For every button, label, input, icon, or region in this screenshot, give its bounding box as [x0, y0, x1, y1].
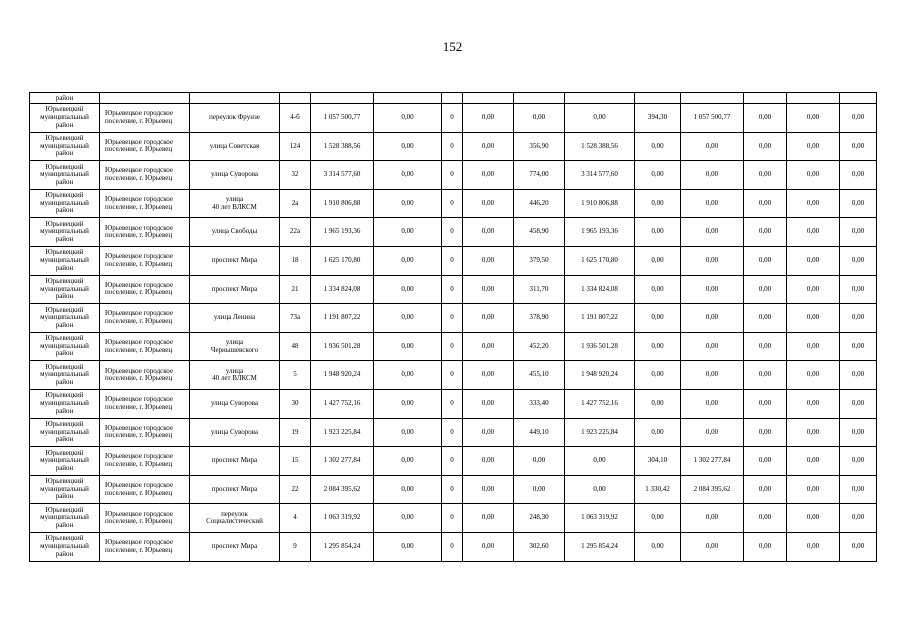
cell-value: 0,00 — [840, 389, 877, 418]
cell-house: 22 — [280, 475, 311, 504]
cell-value: 1 528 388,56 — [311, 132, 374, 161]
cell-value: 0,00 — [744, 161, 787, 190]
cell-value: 0 — [442, 532, 463, 561]
cell-value: 0,00 — [681, 304, 744, 333]
cell-value: 1 948 920,24 — [311, 361, 374, 390]
cell-empty — [681, 93, 744, 104]
table-row — [30, 418, 877, 447]
cell-value: 0,00 — [374, 189, 442, 218]
cell-value: 0,00 — [744, 332, 787, 361]
cell-value: 0,00 — [374, 332, 442, 361]
cell-value: 0 — [442, 418, 463, 447]
table-row — [30, 332, 877, 361]
cell-value: 0,00 — [463, 332, 514, 361]
cell-value: 0,00 — [565, 447, 635, 476]
cell-value: 1 965 193,36 — [311, 218, 374, 247]
cell-value: 446,20 — [514, 189, 565, 218]
cell-value: 0,00 — [681, 218, 744, 247]
table-row — [30, 304, 877, 333]
cell-value: 0,00 — [374, 389, 442, 418]
cell-value: 1 334 824,08 — [311, 275, 374, 304]
cell-value: 0,00 — [463, 132, 514, 161]
cell-value: 0,00 — [681, 389, 744, 418]
table-row — [30, 389, 877, 418]
cell-settlement: Юрьевецкое городское поселение, г. Юрьевец — [100, 218, 190, 247]
cell-value: 0,00 — [635, 418, 681, 447]
cell-value: 1 057 500,77 — [681, 104, 744, 133]
cell-value: 0 — [442, 275, 463, 304]
cell-value: 0,00 — [840, 447, 877, 476]
cell-value: 0,00 — [787, 246, 840, 275]
table-row — [30, 275, 877, 304]
cell-value: 0,00 — [635, 161, 681, 190]
cell-value: 0,00 — [744, 132, 787, 161]
cell-value: 0,00 — [840, 475, 877, 504]
cell-value: 0,00 — [635, 218, 681, 247]
cell-district: Юрьевецкий муниципальный район — [30, 332, 100, 361]
cell-house: 15 — [280, 447, 311, 476]
cell-value: 0 — [442, 504, 463, 533]
table-row — [30, 532, 877, 561]
cell-house: 48 — [280, 332, 311, 361]
cell-empty — [744, 93, 787, 104]
cell-value: 452,20 — [514, 332, 565, 361]
cell-value: 0,00 — [635, 332, 681, 361]
cell-value: 0,00 — [463, 189, 514, 218]
cell-value: 302,60 — [514, 532, 565, 561]
cell-value: 0,00 — [787, 532, 840, 561]
cell-street: улица Ленина — [190, 304, 280, 333]
cell-street: переулок Фрунзе — [190, 104, 280, 133]
cell-value: 0,00 — [744, 532, 787, 561]
cell-value: 0,00 — [374, 418, 442, 447]
cell-value: 379,50 — [514, 246, 565, 275]
cell-value: 0,00 — [463, 504, 514, 533]
cell-value: 0,00 — [514, 104, 565, 133]
cell-value: 0 — [442, 246, 463, 275]
cell-value: 1 191 807,22 — [565, 304, 635, 333]
cell-settlement: Юрьевецкое городское поселение, г. Юрьевец — [100, 418, 190, 447]
cell-value: 0,00 — [635, 304, 681, 333]
table-row — [30, 504, 877, 533]
cell-value: 0 — [442, 161, 463, 190]
cell-value: 0,00 — [374, 275, 442, 304]
cell-value: 0,00 — [787, 132, 840, 161]
cell-house: 32 — [280, 161, 311, 190]
cell-value: 0,00 — [635, 275, 681, 304]
cell-value: 0,00 — [463, 161, 514, 190]
cell-value: 0,00 — [635, 504, 681, 533]
cell-value: 0,00 — [744, 304, 787, 333]
table-row — [30, 218, 877, 247]
cell-house: 18 — [280, 246, 311, 275]
cell-value: 1 427 752,16 — [311, 389, 374, 418]
cell-value: 0 — [442, 104, 463, 133]
cell-value: 0 — [442, 475, 463, 504]
cell-value: 0,00 — [463, 418, 514, 447]
cell-value: 0,00 — [374, 361, 442, 390]
cell-value: 0 — [442, 361, 463, 390]
cell-value: 0,00 — [635, 132, 681, 161]
cell-house: 21 — [280, 275, 311, 304]
cell-value: 0 — [442, 447, 463, 476]
cell-value: 0,00 — [840, 304, 877, 333]
cell-value: 0,00 — [463, 304, 514, 333]
cell-value: 0,00 — [744, 447, 787, 476]
cell-value: 0,00 — [374, 161, 442, 190]
cell-value: 1 427 752,16 — [565, 389, 635, 418]
cell-value: 1 965 193,36 — [565, 218, 635, 247]
cell-settlement: Юрьевецкое городское поселение, г. Юрьевец — [100, 132, 190, 161]
cell-street: переулок Социалистический — [190, 504, 280, 533]
housing-table — [29, 92, 877, 562]
cell-value: 0,00 — [840, 161, 877, 190]
cell-value: 0,00 — [374, 246, 442, 275]
cell-value: 0,00 — [374, 304, 442, 333]
cell-value: 0 — [442, 189, 463, 218]
cell-value: 356,90 — [514, 132, 565, 161]
cell-value: 0,00 — [463, 447, 514, 476]
cell-value: 1 625 170,80 — [565, 246, 635, 275]
cell-settlement: Юрьевецкое городское поселение, г. Юрьевец — [100, 189, 190, 218]
cell-district: Юрьевецкий муниципальный район — [30, 532, 100, 561]
cell-settlement: Юрьевецкое городское поселение, г. Юрьевец — [100, 532, 190, 561]
cell-district: Юрьевецкий муниципальный район — [30, 447, 100, 476]
cell-value: 1 334 824,08 — [565, 275, 635, 304]
cell-value: 0,00 — [681, 332, 744, 361]
cell-district: Юрьевецкий муниципальный район — [30, 246, 100, 275]
cell-value: 0,00 — [514, 447, 565, 476]
cell-value: 0,00 — [744, 189, 787, 218]
cell-value: 0 — [442, 218, 463, 247]
cell-value: 0,00 — [463, 532, 514, 561]
cell-value: 0,00 — [840, 332, 877, 361]
cell-value: 0,00 — [744, 389, 787, 418]
cell-district: Юрьевецкий муниципальный район — [30, 304, 100, 333]
cell-house: 5 — [280, 361, 311, 390]
cell-value: 1 528 388,56 — [565, 132, 635, 161]
cell-value: 0,00 — [840, 218, 877, 247]
cell-street: проспект Мира — [190, 447, 280, 476]
cell-empty — [442, 93, 463, 104]
cell-value: 455,10 — [514, 361, 565, 390]
cell-empty — [100, 93, 190, 104]
cell-value: 0,00 — [635, 532, 681, 561]
cell-value: 2 084 395,62 — [681, 475, 744, 504]
cell-value: 0 — [442, 332, 463, 361]
cell-street: улица Суворова — [190, 389, 280, 418]
cell-value: 0,00 — [840, 361, 877, 390]
cell-house: 9 — [280, 532, 311, 561]
table-row — [30, 475, 877, 504]
cell-empty — [787, 93, 840, 104]
cell-value: 0,00 — [840, 132, 877, 161]
cell-value: 0,00 — [744, 275, 787, 304]
cell-settlement: Юрьевецкое городское поселение, г. Юрьевец — [100, 275, 190, 304]
cell-district: Юрьевецкий муниципальный район — [30, 504, 100, 533]
cell-value: 0,00 — [374, 532, 442, 561]
cell-house: 30 — [280, 389, 311, 418]
cell-empty — [190, 93, 280, 104]
cell-settlement: Юрьевецкое городское поселение, г. Юрьевец — [100, 246, 190, 275]
cell-district: район — [30, 93, 100, 104]
cell-value: 774,00 — [514, 161, 565, 190]
cell-value: 1 330,42 — [635, 475, 681, 504]
cell-street: улица Свободы — [190, 218, 280, 247]
cell-value: 0,00 — [374, 475, 442, 504]
table-row — [30, 361, 877, 390]
cell-value: 311,70 — [514, 275, 565, 304]
cell-empty — [311, 93, 374, 104]
cell-settlement: Юрьевецкое городское поселение, г. Юрьевец — [100, 475, 190, 504]
cell-value: 0,00 — [787, 189, 840, 218]
cell-house: 22а — [280, 218, 311, 247]
cell-value: 1 910 806,88 — [311, 189, 374, 218]
cell-value: 0,00 — [635, 246, 681, 275]
cell-value: 0,00 — [565, 475, 635, 504]
cell-value: 0,00 — [374, 218, 442, 247]
cell-value: 0,00 — [744, 246, 787, 275]
cell-value: 0,00 — [635, 361, 681, 390]
cell-value: 0 — [442, 304, 463, 333]
cell-value: 1 936 501,28 — [565, 332, 635, 361]
cell-settlement: Юрьевецкое городское поселение, г. Юрьевец — [100, 361, 190, 390]
cell-district: Юрьевецкий муниципальный район — [30, 104, 100, 133]
cell-settlement: Юрьевецкое городское поселение, г. Юрьевец — [100, 332, 190, 361]
cell-value: 0,00 — [787, 304, 840, 333]
cell-empty — [840, 93, 877, 104]
cell-empty — [635, 93, 681, 104]
cell-house: 4-б — [280, 104, 311, 133]
cell-value: 0,00 — [463, 275, 514, 304]
cell-empty — [374, 93, 442, 104]
cell-value: 0,00 — [840, 189, 877, 218]
cell-house: 2а — [280, 189, 311, 218]
cell-empty — [565, 93, 635, 104]
cell-empty — [514, 93, 565, 104]
cell-value: 0,00 — [744, 418, 787, 447]
cell-value: 0,00 — [463, 361, 514, 390]
cell-value: 1 948 920,24 — [565, 361, 635, 390]
cell-value: 0,00 — [374, 504, 442, 533]
cell-value: 0,00 — [787, 275, 840, 304]
cell-empty — [280, 93, 311, 104]
cell-value: 378,90 — [514, 304, 565, 333]
cell-district: Юрьевецкий муниципальный район — [30, 189, 100, 218]
cell-settlement: Юрьевецкое городское поселение, г. Юрьевец — [100, 161, 190, 190]
cell-value: 0,00 — [744, 361, 787, 390]
cell-value: 0,00 — [681, 132, 744, 161]
cell-value: 1 063 319,92 — [565, 504, 635, 533]
cell-value: 0,00 — [787, 361, 840, 390]
cell-value: 0,00 — [681, 189, 744, 218]
cell-value: 0,00 — [787, 218, 840, 247]
cell-value: 1 302 277,84 — [681, 447, 744, 476]
cell-value: 0,00 — [681, 161, 744, 190]
table-row — [30, 246, 877, 275]
cell-value: 0,00 — [840, 275, 877, 304]
cell-value: 304,10 — [635, 447, 681, 476]
cell-value: 1 923 225,84 — [565, 418, 635, 447]
cell-district: Юрьевецкий муниципальный район — [30, 132, 100, 161]
cell-value: 0,00 — [681, 246, 744, 275]
cell-street: проспект Мира — [190, 532, 280, 561]
cell-district: Юрьевецкий муниципальный район — [30, 218, 100, 247]
cell-value: 2 084 395,62 — [311, 475, 374, 504]
cell-value: 1 910 806,88 — [565, 189, 635, 218]
cell-value: 0,00 — [463, 218, 514, 247]
cell-value: 3 314 577,60 — [565, 161, 635, 190]
cell-value: 0,00 — [744, 475, 787, 504]
cell-value: 1 057 500,77 — [311, 104, 374, 133]
table-body — [30, 93, 877, 562]
cell-value: 0,00 — [744, 218, 787, 247]
cell-district: Юрьевецкий муниципальный район — [30, 161, 100, 190]
cell-value: 0,00 — [840, 532, 877, 561]
cell-settlement: Юрьевецкое городское поселение, г. Юрьевец — [100, 304, 190, 333]
cell-street: проспект Мира — [190, 475, 280, 504]
cell-value: 0,00 — [681, 418, 744, 447]
cell-value: 3 314 577,60 — [311, 161, 374, 190]
cell-value: 0,00 — [787, 447, 840, 476]
cell-value: 0,00 — [787, 475, 840, 504]
cell-value: 248,30 — [514, 504, 565, 533]
cell-value: 0,00 — [787, 332, 840, 361]
table-row — [30, 161, 877, 190]
cell-value: 458,90 — [514, 218, 565, 247]
table-row — [30, 104, 877, 133]
cell-value: 0,00 — [681, 275, 744, 304]
cell-value: 394,30 — [635, 104, 681, 133]
cell-value: 1 936 501,28 — [311, 332, 374, 361]
cell-house: 19 — [280, 418, 311, 447]
cell-value: 0,00 — [463, 475, 514, 504]
cell-street: улица Советская — [190, 132, 280, 161]
cell-district: Юрьевецкий муниципальный район — [30, 475, 100, 504]
cell-value: 0,00 — [374, 447, 442, 476]
cell-district: Юрьевецкий муниципальный район — [30, 361, 100, 390]
cell-value: 1 063 319,92 — [311, 504, 374, 533]
table-row — [30, 189, 877, 218]
cell-street: улица Чернышевского — [190, 332, 280, 361]
continuation-row — [30, 93, 877, 104]
cell-house: 124 — [280, 132, 311, 161]
cell-district: Юрьевецкий муниципальный район — [30, 389, 100, 418]
cell-value: 0,00 — [840, 246, 877, 275]
cell-value: 333,40 — [514, 389, 565, 418]
cell-value: 0,00 — [787, 389, 840, 418]
cell-value: 0,00 — [840, 418, 877, 447]
cell-value: 0,00 — [840, 104, 877, 133]
cell-value: 0,00 — [635, 189, 681, 218]
cell-street: улица 40 лет ВЛКСМ — [190, 361, 280, 390]
cell-value: 0,00 — [463, 389, 514, 418]
cell-value: 0,00 — [787, 161, 840, 190]
cell-value: 0 — [442, 389, 463, 418]
cell-value: 1 923 225,84 — [311, 418, 374, 447]
cell-street: проспект Мира — [190, 275, 280, 304]
cell-value: 0,00 — [787, 418, 840, 447]
cell-value: 1 295 854,24 — [311, 532, 374, 561]
cell-district: Юрьевецкий муниципальный район — [30, 418, 100, 447]
cell-house: 73а — [280, 304, 311, 333]
cell-value: 0,00 — [787, 504, 840, 533]
cell-value: 0,00 — [463, 246, 514, 275]
cell-house: 4 — [280, 504, 311, 533]
cell-street: проспект Мира — [190, 246, 280, 275]
table-row — [30, 447, 877, 476]
cell-value: 0,00 — [744, 104, 787, 133]
cell-value: 0,00 — [744, 504, 787, 533]
cell-street: улица Суворова — [190, 418, 280, 447]
cell-value: 0,00 — [681, 504, 744, 533]
cell-district: Юрьевецкий муниципальный район — [30, 275, 100, 304]
cell-value: 1 295 854,24 — [565, 532, 635, 561]
cell-settlement: Юрьевецкое городское поселение, г. Юрьевец — [100, 389, 190, 418]
page-number: 152 — [442, 39, 463, 54]
table-row — [30, 132, 877, 161]
cell-value: 0,00 — [514, 475, 565, 504]
cell-settlement: Юрьевецкое городское поселение, г. Юрьевец — [100, 447, 190, 476]
cell-settlement: Юрьевецкое городское поселение, г. Юрьевец — [100, 504, 190, 533]
cell-value: 0,00 — [840, 504, 877, 533]
cell-value: 0,00 — [565, 104, 635, 133]
cell-value: 0,00 — [374, 104, 442, 133]
cell-street: улица Суворова — [190, 161, 280, 190]
cell-value: 0,00 — [681, 532, 744, 561]
cell-value: 0,00 — [374, 132, 442, 161]
cell-settlement: Юрьевецкое городское поселение, г. Юрьевец — [100, 104, 190, 133]
cell-value: 0,00 — [635, 389, 681, 418]
cell-value: 1 625 170,80 — [311, 246, 374, 275]
cell-value: 0,00 — [681, 361, 744, 390]
cell-value: 0,00 — [463, 104, 514, 133]
cell-empty — [463, 93, 514, 104]
cell-value: 1 302 277,84 — [311, 447, 374, 476]
cell-value: 0,00 — [787, 104, 840, 133]
cell-street: улица 40 лет ВЛКСМ — [190, 189, 280, 218]
cell-value: 449,10 — [514, 418, 565, 447]
cell-value: 1 191 807,22 — [311, 304, 374, 333]
cell-value: 0 — [442, 132, 463, 161]
